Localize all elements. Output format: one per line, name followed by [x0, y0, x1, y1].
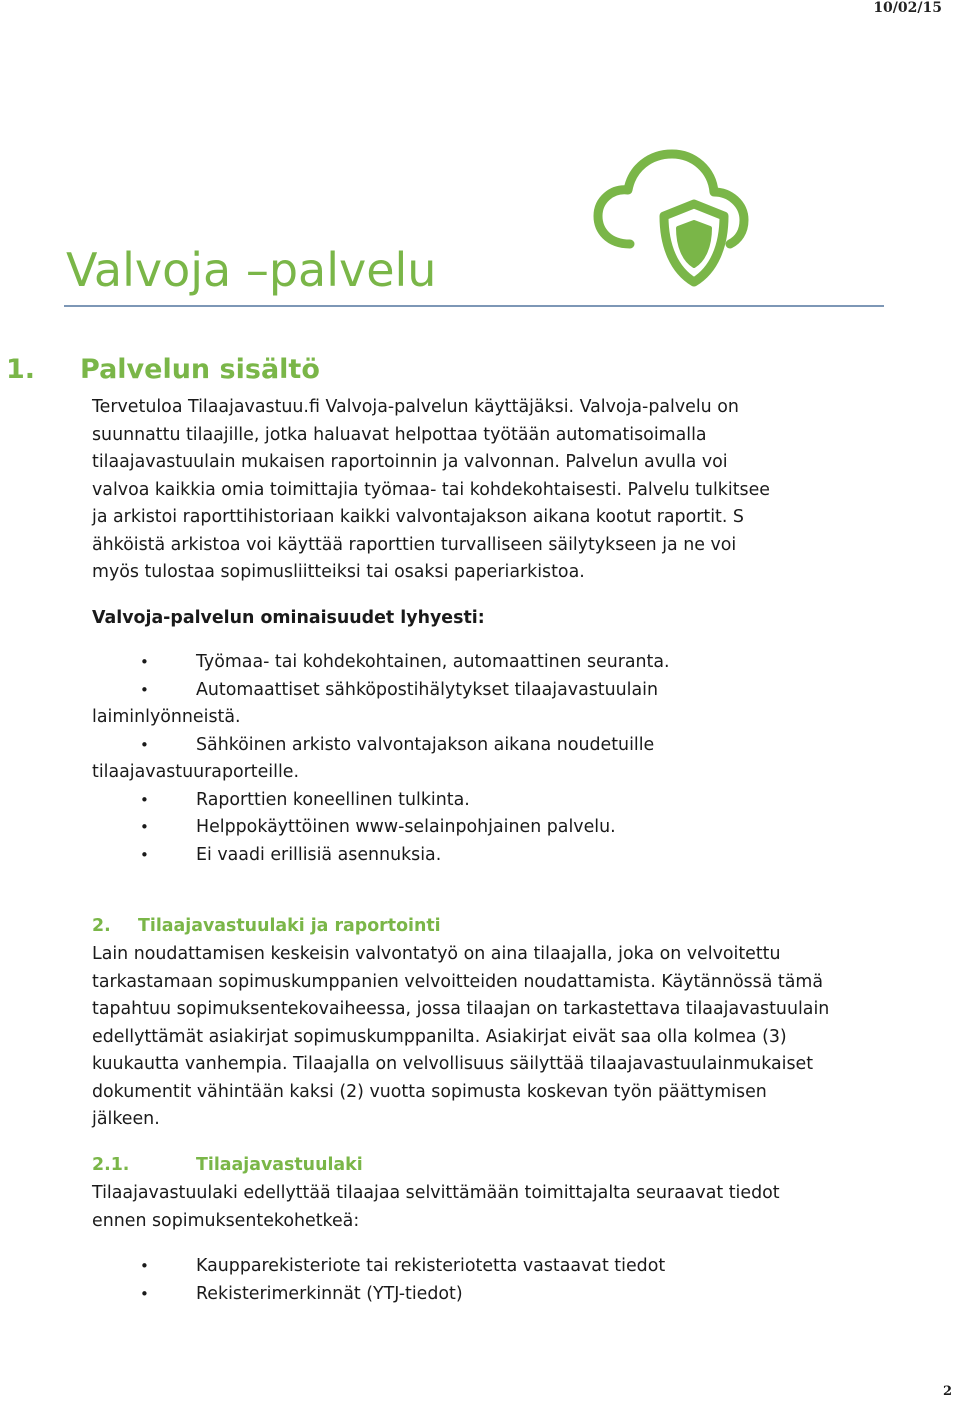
- list-item-text: Työmaa- tai kohdekohtainen, automaattinen seuranta.: [196, 652, 670, 672]
- section-2-1-heading: [92, 1152, 363, 1179]
- paragraph-line: valvoa kaikkia omia toimittajia työmaa- tai kohdekohtaisesti. Palvelu tulkitsee: [92, 479, 770, 500]
- bullet-icon: •: [140, 735, 149, 754]
- page-title: Valvoja –palvelu: [66, 243, 437, 297]
- features-heading: Valvoja-palvelun ominaisuudet lyhyesti:: [92, 608, 485, 628]
- section-2-title: Tilaajavastuulaki ja raportointi: [138, 916, 441, 936]
- paragraph-line: suunnattu tilaajille, jotka haluavat helpottaa työtään automatisoimalla: [92, 424, 707, 445]
- list-item-text: Sähköinen arkisto valvontajakson aikana noudetuille: [196, 734, 655, 755]
- bullet-icon: •: [140, 653, 149, 671]
- list-item-text-continued: tilaajavastuuraporteille.: [92, 762, 300, 782]
- paragraph-line: dokumentit vähintään kaksi (2) vuotta sopimusta koskevan työn päättymisen: [92, 1081, 767, 1102]
- features-list: [92, 649, 670, 869]
- list-item: [92, 649, 670, 677]
- section-2-1-number: 2.1.: [92, 1155, 130, 1175]
- section-2-1-title: Tilaajavastuulaki: [196, 1155, 363, 1175]
- paragraph-line: tilaajavastuulain mukaisen raportoinnin ja valvonnan. Palvelun avulla voi: [92, 452, 728, 472]
- list-item-text: Kaupparekisteriote tai rekisteriotetta vastaavat tiedot: [196, 1256, 666, 1276]
- section-2-paragraph: [92, 941, 829, 1134]
- list-item-text: Rekisterimerkinnät (YTJ-tiedot): [196, 1283, 463, 1304]
- section-1-paragraph: [92, 394, 770, 587]
- paragraph-line: Lain noudattamisen keskeisin valvontatyö on aina tilaajalla, joka on velvoitettu: [92, 944, 781, 964]
- header-date: 10/02/15: [873, 0, 942, 16]
- paragraph-line: ennen sopimuksentekohetkeä:: [92, 1210, 360, 1231]
- paragraph-line: tapahtuu sopimuksentekovaiheessa, jossa tilaajan on tarkastettava tilaajavastuulain: [92, 999, 830, 1019]
- bullet-icon: •: [140, 845, 149, 864]
- section-1-title: Palvelun sisältö: [80, 354, 320, 385]
- list-item-text: Automaattiset sähköpostihälytykset tilaajavastuulain: [196, 679, 659, 700]
- section-2-heading: [92, 913, 441, 940]
- list-item: [92, 814, 670, 842]
- list-item: [92, 787, 670, 815]
- section-1-heading: [6, 350, 320, 390]
- paragraph-line: myös tulostaa sopimusliitteiksi tai osaksi paperiarkistoa.: [92, 562, 585, 582]
- bullet-icon: •: [140, 818, 149, 836]
- bullet-icon: •: [140, 790, 149, 809]
- title-divider: [64, 305, 884, 307]
- bullet-icon: •: [140, 680, 149, 699]
- paragraph-line: edellyttämät asiakirjat sopimuskumppanilta. Asiakirjat eivät saa olla kolmea (3): [92, 1026, 787, 1047]
- list-item-text: Ei vaadi erillisiä asennuksia.: [196, 844, 442, 865]
- bullet-icon: •: [140, 1284, 149, 1303]
- list-item-text-continued: laiminlyönneistä.: [92, 707, 241, 727]
- list-item: [92, 842, 670, 870]
- paragraph-line: ähköistä arkistoa voi käyttää raporttien turvalliseen säilytykseen ja ne voi: [92, 534, 737, 555]
- section-2-number: 2.: [92, 916, 111, 936]
- bullet-icon: •: [140, 1257, 149, 1275]
- paragraph-line: ja arkistoi raporttihistoriaan kaikki valvontajakson aikana kootut raportit. S: [92, 507, 744, 527]
- paragraph-line: tarkastamaan sopimuskumppanien velvoitteiden noudattamista. Käytännössä tämä: [92, 971, 823, 992]
- paragraph-line: jälkeen.: [92, 1109, 160, 1129]
- cloud-shield-icon: [586, 146, 756, 296]
- list-item: [92, 732, 670, 787]
- list-item-text: Helppokäyttöinen www-selainpohjainen palvelu.: [196, 817, 616, 837]
- list-item-text: Raporttien koneellinen tulkinta.: [196, 789, 470, 810]
- list-item: [92, 1253, 665, 1281]
- section-1-number: 1.: [6, 354, 36, 385]
- list-item: [92, 1281, 665, 1309]
- paragraph-line: kuukautta vanhempia. Tilaajalla on velvollisuus säilyttää tilaajavastuulainmukaiset: [92, 1054, 814, 1074]
- paragraph-line: Tilaajavastuulaki edellyttää tilaajaa selvittämään toimittajalta seuraavat tiedot: [92, 1183, 780, 1203]
- requirements-list: [92, 1253, 665, 1308]
- list-item: [92, 677, 670, 732]
- section-2-1-paragraph: [92, 1180, 780, 1235]
- paragraph-line: Tervetuloa Tilaajavastuu.fi Valvoja-palvelun käyttäjäksi. Valvoja-palvelu on: [92, 397, 739, 417]
- page-number: 2: [942, 1384, 952, 1399]
